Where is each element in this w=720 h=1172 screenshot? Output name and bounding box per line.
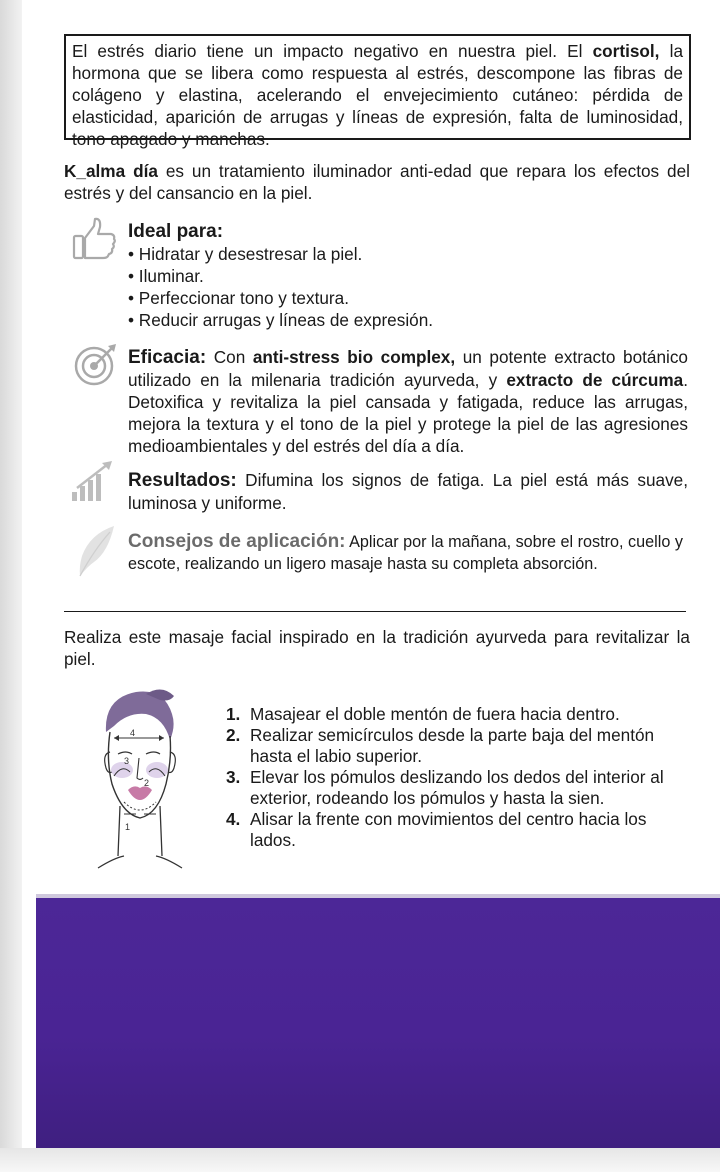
intro-box bbox=[64, 34, 691, 149]
diagram-label-1: 1 bbox=[125, 822, 131, 832]
massage-step bbox=[226, 725, 692, 767]
brand-name: K_alma día bbox=[64, 161, 158, 181]
lead-text: es un tratamiento iluminador anti-edad que repara los efectos del estrés y del cansancio en la piel. bbox=[64, 161, 690, 203]
eficacia-bold-1: anti-stress bio complex, bbox=[252, 347, 456, 367]
lead-paragraph bbox=[64, 160, 690, 204]
resultados-section bbox=[128, 469, 688, 514]
diagram-label-4: 4 bbox=[130, 728, 136, 738]
box-bottom-edge bbox=[0, 1148, 720, 1172]
step-text: Realizar semicírculos desde la parte baja del mentón hasta el labio superior. bbox=[250, 725, 655, 766]
purple-box-band bbox=[36, 898, 720, 1148]
intro-cortisol: cortisol, bbox=[592, 41, 660, 61]
resultados-text: Difumina los signos de fatiga. La piel está más suave, luminosa y uniforme. bbox=[128, 470, 688, 513]
consejos-title: Consejos de aplicación: bbox=[128, 531, 346, 552]
resultados-title: Resultados: bbox=[128, 470, 237, 491]
consejos-text: Aplicar por la mañana, sobre el rostro, cuello y escote, realizando un ligero masaje hasta su completa absorción. bbox=[128, 533, 683, 573]
step-number: 3. bbox=[226, 767, 241, 787]
divider bbox=[64, 611, 686, 612]
ideal-title: Ideal para: bbox=[128, 221, 224, 242]
ideal-item: • Iluminar. bbox=[128, 265, 688, 287]
massage-steps bbox=[226, 704, 692, 851]
eficacia-bold-2: extracto de cúrcuma bbox=[506, 370, 684, 390]
thumbs-up-icon bbox=[70, 216, 120, 264]
intro-text-2: la hormona que se libera como respuesta al estrés, descompone las fibras de colágeno y elastina, acelerando el envejecimiento cutáneo: pérdida de elasticidad, aparición de arrugas y líneas de expresión, falta de luminosidad, tono apagado y manchas. bbox=[72, 41, 683, 149]
massage-step bbox=[226, 704, 692, 725]
step-text: Elevar los pómulos deslizando los dedos del interior al exterior, rodeando los pómulos y hasta la sien. bbox=[250, 767, 664, 808]
box-side-edge bbox=[0, 0, 22, 1172]
feather-icon bbox=[74, 524, 118, 580]
step-text: Alisar la frente con movimientos del centro hacia los lados. bbox=[250, 809, 647, 850]
eficacia-text-2: un potente extracto botánico utilizado en la milenaria tradición ayurveda, y bbox=[128, 347, 688, 390]
face-massage-diagram bbox=[84, 680, 194, 880]
eficacia-section bbox=[128, 346, 688, 457]
ideal-item: • Perfeccionar tono y textura. bbox=[128, 287, 688, 309]
ideal-section bbox=[128, 221, 688, 331]
step-number: 2. bbox=[226, 725, 241, 745]
diagram-label-2: 2 bbox=[144, 778, 150, 788]
massage-step bbox=[226, 767, 692, 809]
ideal-item: • Hidratar y desestresar la piel. bbox=[128, 243, 688, 265]
ideal-list bbox=[128, 243, 688, 331]
target-icon bbox=[72, 340, 120, 388]
eficacia-text-1: Con bbox=[206, 347, 253, 367]
intro-text-1: El estrés diario tiene un impacto negativo en nuestra piel. El bbox=[72, 41, 593, 61]
massage-step bbox=[226, 809, 692, 851]
eficacia-title: Eficacia: bbox=[128, 347, 207, 368]
bar-chart-icon bbox=[72, 460, 118, 502]
consejos-section bbox=[128, 531, 688, 575]
diagram-label-3: 3 bbox=[124, 756, 130, 766]
step-number: 1. bbox=[226, 704, 241, 724]
step-text: Masajear el doble mentón de fuera hacia dentro. bbox=[250, 704, 620, 724]
massage-lead: Realiza este masaje facial inspirado en la tradición ayurveda para revitalizar la piel. bbox=[64, 627, 690, 669]
eficacia-text-3: . Detoxifica y revitaliza la piel cansada y fatigada, reduce las arrugas, mejora la textura y el tono de la piel y protege la piel de las agresiones medioambientales y del estrés del día a día. bbox=[128, 370, 688, 456]
ideal-item: • Reducir arrugas y líneas de expresión. bbox=[128, 309, 688, 331]
step-number: 4. bbox=[226, 809, 241, 829]
